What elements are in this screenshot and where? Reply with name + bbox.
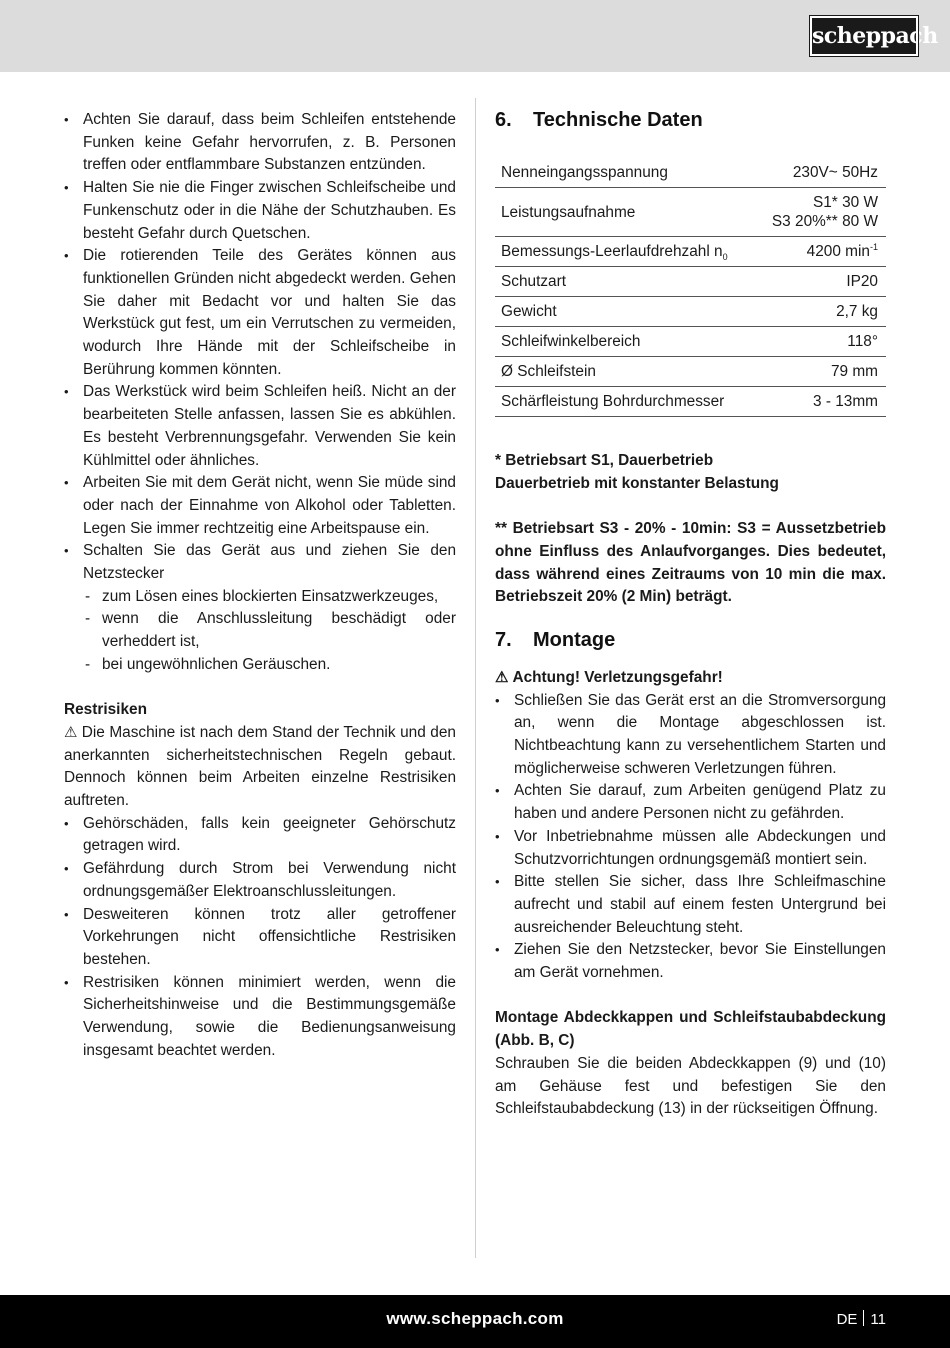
cover-assembly-text: Schrauben Sie die beiden Abdeckkappen (9) und (10) am Gehäuse fest und befestigen Sie den Schleifstaubabdeckung (13) in der rückseitigen Öffnung. bbox=[495, 1054, 886, 1118]
list-item-unplug bbox=[64, 540, 456, 676]
section-heading-technical-data bbox=[495, 109, 886, 131]
footnote-s1-line1: * Betriebsart S1, Dauerbetrieb bbox=[495, 452, 714, 469]
spec-label: Schleifwinkelbereich bbox=[495, 327, 756, 357]
warning-text: Achtung! Verletzungsgefahr! bbox=[512, 668, 723, 686]
safety-list bbox=[64, 109, 456, 677]
warning-triangle-icon: ⚠ bbox=[495, 668, 509, 686]
list-item: • Das Werkstück wird beim Schleifen heiß. Nicht an der bearbeiteten Stelle anfassen, lassen Sie es abkühlen. Es besteht Verbrennungsgefahr. Verwenden Sie kein Kühlmittel oder ähnliches. bbox=[64, 381, 456, 472]
spec-label: Ø Schleifstein bbox=[495, 357, 756, 387]
section-title: Technische Daten bbox=[533, 109, 703, 131]
spec-value-superscript: -1 bbox=[869, 241, 878, 252]
list-item: • Vor Inbetriebnahme müssen alle Abdeckungen und Schutzvorrichtungen ordnungsgemäß montiert sein. bbox=[495, 826, 886, 871]
list-item: • Schließen Sie das Gerät erst an die Stromversorgung an, wenn die Montage abgeschlossen ist. Nichtbeachtung kann zu versehentlichem Starten und möglicherweise schweren Verletzungen führen. bbox=[495, 690, 886, 781]
footnote-s3: ** Betriebsart S3 - 20% - 10min: S3 = Aussetzbetrieb ohne Einfluss des Anlaufvorganges. Dies bedeutet, dass während eines Zeitraums von 10 min die max. Betriebszeit 20% (2 Min) beträgt. bbox=[495, 520, 886, 606]
sublist-item: - bei ungewöhnlichen Geräuschen. bbox=[83, 654, 456, 677]
page-footer bbox=[0, 1295, 950, 1348]
page-number: 11 bbox=[870, 1311, 886, 1328]
spec-value-text: 4200 min bbox=[806, 243, 870, 260]
warning-line bbox=[495, 667, 886, 690]
sublist-item: - zum Lösen eines blockierten Einsatzwerkzeuges, bbox=[83, 586, 456, 609]
table-row bbox=[495, 188, 886, 237]
list-item: • Arbeiten Sie mit dem Gerät nicht, wenn Sie müde sind oder nach der Einnahme von Alkohol oder Tabletten. Legen Sie immer rechtzeitig eine Arbeitspause ein. bbox=[64, 472, 456, 540]
list-item: • Halten Sie nie die Finger zwischen Schleifscheibe und Funkenschutz oder in die Nähe der Schutzhauben. Es besteht Gefahr durch Quetschen. bbox=[64, 177, 456, 245]
warning-triangle-icon: ⚠ bbox=[64, 723, 78, 741]
section-number: 6. bbox=[495, 109, 512, 131]
section-heading-assembly bbox=[495, 629, 886, 651]
assembly-list bbox=[495, 690, 886, 985]
list-item: • Bitte stellen Sie sicher, dass Ihre Schleifmaschine aufrecht und stabil auf einem festen Untergrund bei ausreichender Beleuchtung steht. bbox=[495, 871, 886, 939]
list-item: • Achten Sie darauf, dass beim Schleifen entstehende Funken keine Gefahr hervorrufen, z. B. Personen treffen oder entflammbare Substanzen entzünden. bbox=[64, 109, 456, 177]
table-row bbox=[495, 297, 886, 327]
right-column bbox=[495, 109, 886, 1121]
table-row bbox=[495, 267, 886, 297]
section-title: Montage bbox=[533, 628, 616, 651]
unplug-sublist bbox=[83, 586, 456, 677]
footnote-s1-line2: Dauerbetrieb mit konstanter Belastung bbox=[495, 474, 779, 492]
spec-value bbox=[756, 188, 886, 237]
spec-label: Schärfleistung Bohrdurchmesser bbox=[495, 387, 756, 417]
residual-intro-text: Die Maschine ist nach dem Stand der Technik und den anerkannten sicherheitstechnischen Regeln gebaut. Dennoch können beim Arbeiten einzelne Restrisiken auftreten. bbox=[64, 723, 456, 810]
table-row bbox=[495, 237, 886, 267]
spec-value-s1: S1* 30 W bbox=[812, 194, 878, 211]
table-row bbox=[495, 357, 886, 387]
cover-assembly-heading: Montage Abdeckkappen und Schleifstaubabdeckung (Abb. B, C) bbox=[495, 1009, 886, 1050]
residual-risks-list bbox=[64, 813, 456, 1063]
section-number: 7. bbox=[495, 628, 512, 651]
list-item: • Gehörschäden, falls kein geeigneter Gehörschutz getragen wird. bbox=[64, 813, 456, 858]
list-item: • Desweiteren können trotz aller getroffener Vorkehrungen nicht offensichtliche Restrisiken bestehen. bbox=[64, 904, 456, 972]
spec-value: 118° bbox=[756, 327, 886, 357]
spec-value: 230V~ 50Hz bbox=[756, 157, 886, 188]
technical-data-table bbox=[495, 157, 886, 417]
spec-label: Schutzart bbox=[495, 267, 756, 297]
website-url: www.scheppach.com bbox=[386, 1309, 564, 1328]
spec-label-text: Bemessungs-Leerlaufdrehzahl n bbox=[501, 243, 723, 260]
table-row bbox=[495, 327, 886, 357]
spec-value: IP20 bbox=[756, 267, 886, 297]
spec-label: Leistungsaufnahme bbox=[495, 188, 756, 237]
spec-value bbox=[756, 237, 886, 267]
spec-value-s3: S3 20%** 80 W bbox=[771, 213, 878, 230]
table-row bbox=[495, 387, 886, 417]
left-column bbox=[64, 109, 456, 1063]
page-separator bbox=[863, 1310, 864, 1326]
spec-value: 2,7 kg bbox=[756, 297, 886, 327]
page-indicator bbox=[837, 1310, 886, 1328]
language-code: DE bbox=[836, 1311, 858, 1328]
brand-logo: scheppach bbox=[810, 16, 918, 56]
residual-risks-heading: Restrisiken bbox=[64, 701, 147, 719]
page-header bbox=[0, 0, 950, 72]
table-row bbox=[495, 157, 886, 188]
list-item: • Restrisiken können minimiert werden, wenn die Sicherheitshinweise und die Bestimmungsgemäße Verwendung, sowie die Bedienungsanweisung insgesamt beachtet werden. bbox=[64, 972, 456, 1063]
spec-value: 79 mm bbox=[756, 357, 886, 387]
spec-label bbox=[495, 237, 756, 267]
spec-label-subscript: 0 bbox=[722, 252, 728, 263]
list-item: • Die rotierenden Teile des Gerätes können aus funktionellen Gründen nicht abgedeckt werden. Gehen Sie daher mit Bedacht vor und halten Sie das Werkstück gut fest, um ein Verrutschen zu vermeiden, wodurch Ihre Hände mit der Schleifscheibe in Berührung kommen könnten. bbox=[64, 245, 456, 381]
unplug-text: Schalten Sie das Gerät aus und ziehen Sie den Netzstecker bbox=[83, 542, 456, 583]
spec-label: Nenneingangsspannung bbox=[495, 157, 756, 188]
list-item: • Gefährdung durch Strom bei Verwendung nicht ordnungsgemäßer Elektroanschlussleitungen. bbox=[64, 858, 456, 903]
spec-value: 3 - 13mm bbox=[756, 387, 886, 417]
spec-label: Gewicht bbox=[495, 297, 756, 327]
column-divider bbox=[475, 98, 476, 1258]
residual-risks-intro bbox=[64, 722, 456, 813]
list-item: • Ziehen Sie den Netzstecker, bevor Sie Einstellungen am Gerät vornehmen. bbox=[495, 939, 886, 984]
list-item: • Achten Sie darauf, zum Arbeiten genügend Platz zu haben und andere Personen nicht zu gefährden. bbox=[495, 780, 886, 825]
sublist-item: - wenn die Anschlussleitung beschädigt oder verheddert ist, bbox=[83, 608, 456, 653]
